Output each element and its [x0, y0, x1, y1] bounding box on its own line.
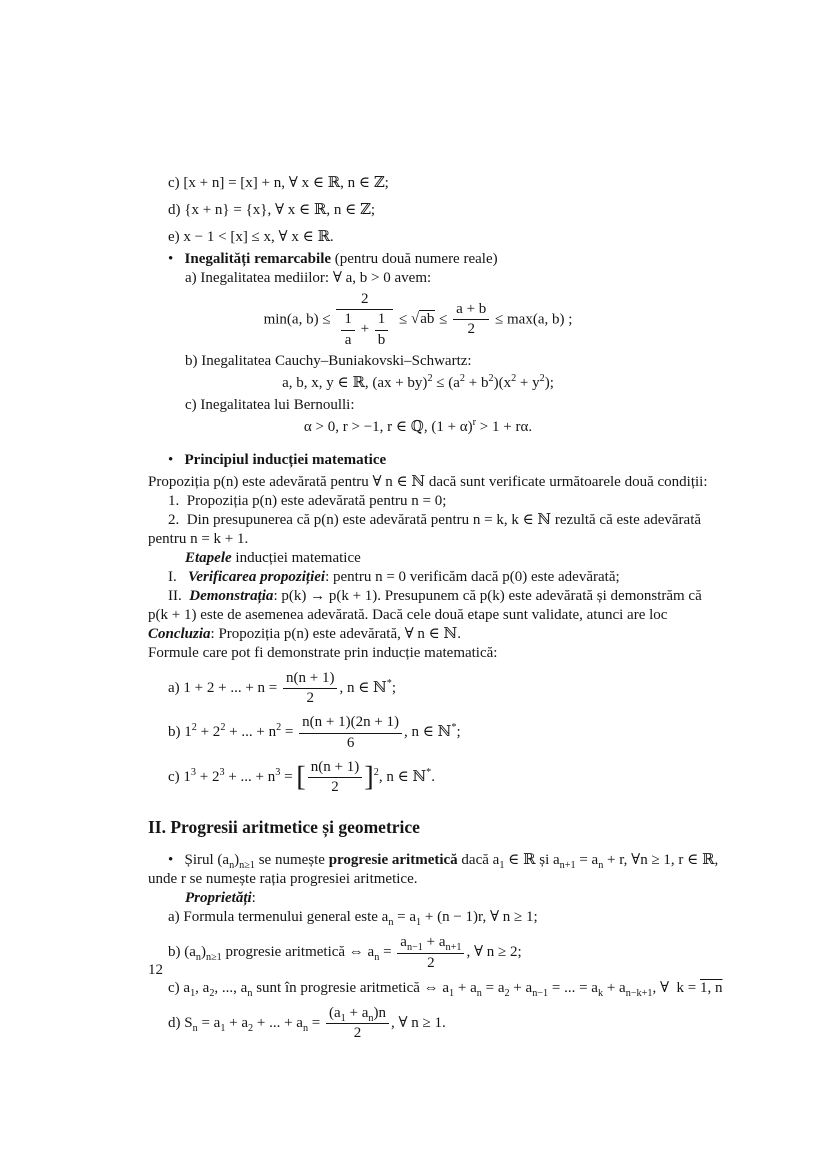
text-line-inequality-b: b) Inegalitatea Cauchy–Buniakovski–Schwartz: [185, 352, 472, 369]
text-line-formulas-intro: Formule care pot fi demonstrate prin inducție matematică: [148, 644, 498, 661]
text-line-step-2-cont: p(k + 1) este de asemenea adevărată. Dacă cele două etape sunt validate, atunci are loc [148, 606, 668, 623]
page-number: 12 [148, 962, 163, 978]
formula-general-term: a) Formula termenului general este $a_n = a_1 + (n - 1)r$, ∀ n ≥ 1; [168, 909, 538, 929]
formula-sum-n: a) 1 + 2 + ... + n = $\frac{n(n + 1)}{2}$ , n ∈ ℕ*; [168, 669, 397, 706]
formula-symmetric-sums-property: c) $a_1$, $a_2$, ..., $a_n$ sunt în progresie aritmetică ⇔ $a_1 + a_n = a_2 + a_{n-1}$ = ... = $a_k + a_{n-k+1}$, ∀ k = 1, n [168, 979, 723, 999]
bullet-heading-induction: • Principiul inducției matematice [168, 451, 387, 468]
formula-means-inequality: min(a, b) ≤ 2 $\frac{1}{a}$ + $\frac{1}{b}$ ≤ √ab ≤ $\frac{a + b}{2}$ ≤ max(a, b) ; [263, 291, 573, 348]
text-line-floor-c: c) [x + n] = [x] + n, ∀ x ∈ ℝ, n ∈ ℤ; [168, 175, 389, 191]
page-content [148, 174, 723, 1049]
bullet-arithmetic-definition: • Șirul $(a_n)_{n\ge 1}$ se numește progresie aritmetică dacă $a_1$ ∈ ℝ și $a_{n+1} = a_n + r$, ∀n ≥ 1, r ∈ ℝ, [168, 852, 719, 872]
text-line-etapele: Etapele inducției matematice [185, 549, 361, 566]
text-line-inequality-c: c) Inegalitatea lui Bernoulli: [185, 396, 355, 413]
text-line-floor-e: e) x − 1 < [x] ≤ x, ∀ x ∈ ℝ. [168, 229, 334, 245]
text-line-arithmetic-definition-cont: unde r se numește rația progresiei aritmetice. [148, 871, 418, 888]
section-heading-progressions: II. Progresii aritmetice și geometrice [148, 817, 420, 838]
text-line-inequality-a: a) Inegalitatea mediilor: ∀ a, b > 0 avem: [185, 270, 432, 286]
formula-sum-cubes: c) $1^3 + 2^3$ + ... + $n^3$ = [ $\frac{n(n + 1)}{2}$ ]$^2$, n ∈ ℕ*. [168, 758, 436, 795]
formula-partial-sum: d) $S_n = a_1 + a_2$ + ... + $a_n$ = $\frac{(a_1 + a_n)n}{2}$ , ∀ n ≥ 1. [168, 1004, 446, 1041]
formula-sum-squares: b) $1^2 + 2^2$ + ... + $n^2$ = $\frac{n(n + 1)(2n + 1)}{6}$ , n ∈ ℕ*; [168, 714, 461, 751]
text-line-induction-intro: Propoziția p(n) este adevărată pentru ∀ n ∈ ℕ dacă sunt verificate următoarele două condiții: [148, 473, 708, 490]
text-line-step-2: II. Demonstrația: p(k) → p(k + 1). Presupunem că p(k) este adevărată și demonstrăm că [168, 587, 702, 604]
formula-arithmetic-mean-property: b) $(a_n)_{n\ge 1}$ progresie aritmetică ⇔ $a_n$ = $\frac{a_{n-1} + a_{n+1}}{2}$ , ∀ n ≥ 2; [168, 934, 522, 971]
bullet-heading-inequalities: • Inegalități remarcabile (pentru două numere reale) [168, 251, 498, 267]
text-line-step-1: I. Verificarea propoziției: pentru n = 0 verificăm dacă p(0) este adevărată; [168, 568, 620, 585]
text-line-conclusion: Concluzia: Propoziția p(n) este adevărată, ∀ n ∈ ℕ. [148, 625, 461, 642]
text-line-floor-d: d) {x + n} = {x}, ∀ x ∈ ℝ, n ∈ ℤ; [168, 202, 376, 218]
text-line-induction-condition-2: 2. Din presupunerea că p(n) este adevărată pentru n = k, k ∈ ℕ rezultă că este adevărată [168, 511, 702, 528]
formula-cauchy-schwartz: a, b, x, y ∈ ℝ, $(ax + by)^2 \le (a^2 + b^2)(x^2 + y^2)$; [282, 372, 554, 391]
text-line-induction-condition-1: 1. Propoziția p(n) este adevărată pentru n = 0; [168, 492, 447, 509]
text-line-induction-condition-2-cont: pentru n = k + 1. [148, 530, 249, 547]
text-line-properties: Proprietăți: [185, 890, 256, 907]
formula-bernoulli: α > 0, r > −1, r ∈ ℚ, $(1 + \alpha)^r > 1 + r\alpha$. [303, 416, 533, 435]
